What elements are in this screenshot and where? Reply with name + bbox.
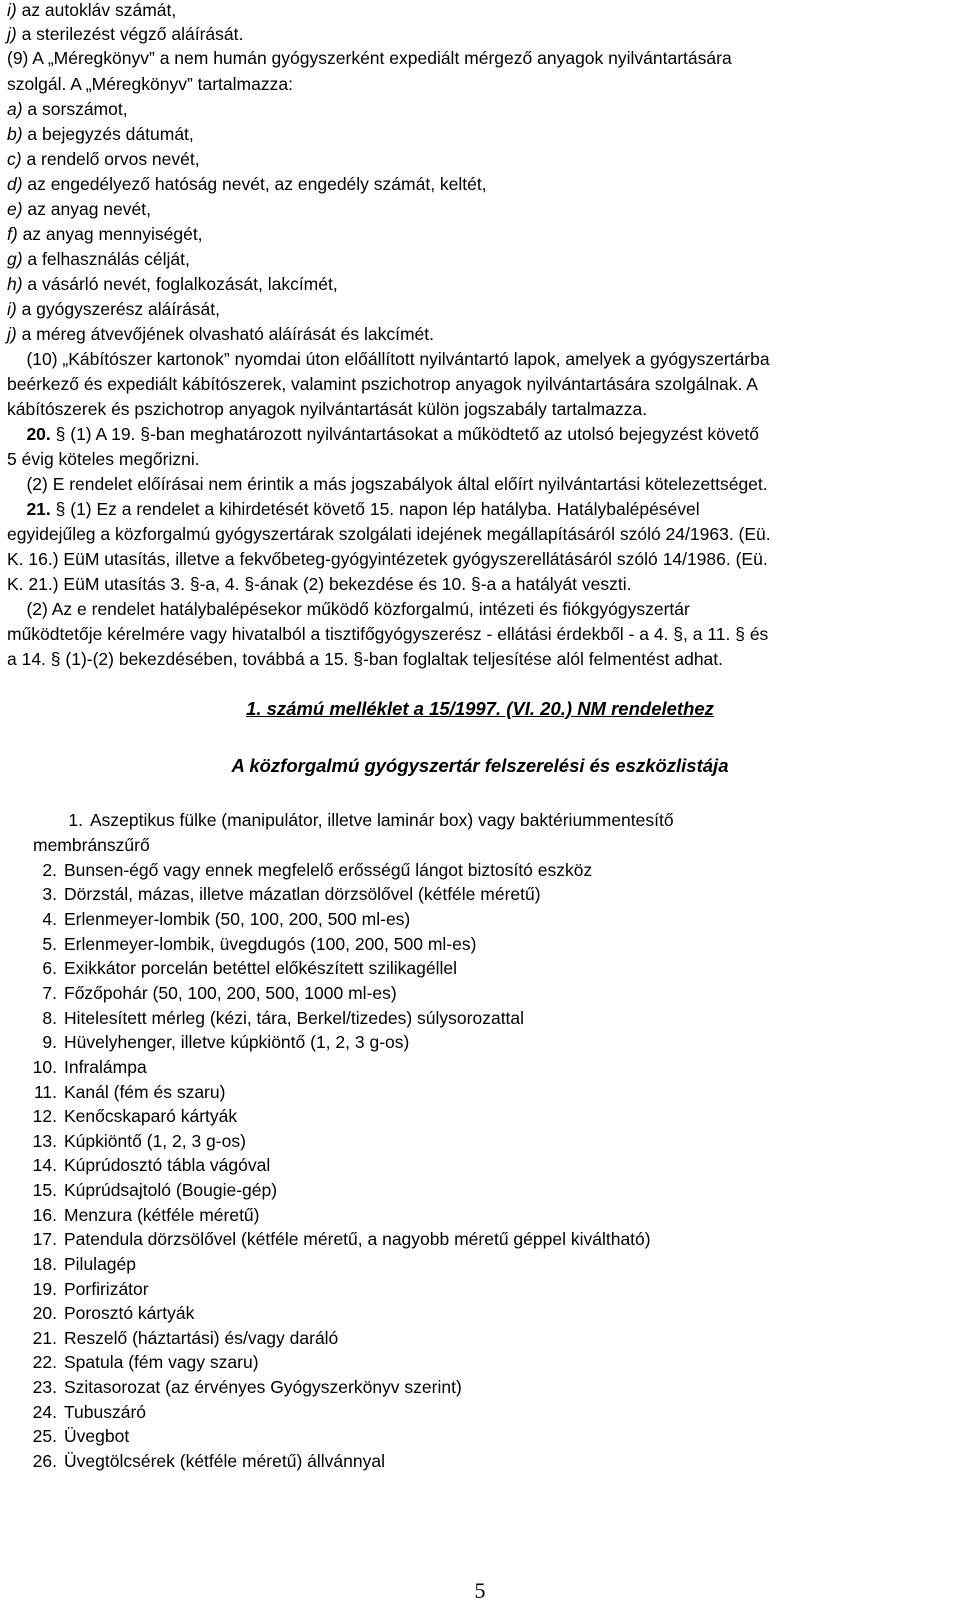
paragraph-line: (2) Az e rendelet hatálybalépésekor működő közforgalmú, intézeti és fiókgyógyszertár	[7, 599, 690, 619]
text-line: f) az anyag mennyiségét,	[7, 224, 203, 244]
list-item-number: 2.	[42, 860, 57, 880]
list-item-number: 18.	[32, 1254, 57, 1274]
list-item-text: Patendula dörzsölővel (kétféle méretű, a nagyobb méretű géppel kiváltható)	[64, 1229, 651, 1249]
paragraph-line: egyidejűleg a közforgalmú gyógyszertárak szolgálati idejének megállapításáról szóló 24/1963. (Eü.	[7, 524, 771, 544]
list-item-text: Erlenmeyer-lombik, üvegdugós (100, 200, 500 ml-es)	[64, 934, 477, 954]
list-item-text: Kúpkiöntő (1, 2, 3 g-os)	[64, 1131, 246, 1151]
list-item-text: Kúprúdosztó tábla vágóval	[64, 1155, 271, 1175]
list-item-text: Hitelesített mérleg (kézi, tára, Berkel/tizedes) súlysorozattal	[64, 1008, 525, 1028]
list-item-text: Erlenmeyer-lombik (50, 100, 200, 500 ml-es)	[64, 909, 411, 929]
list-item-text: Üvegtölcsérek (kétféle méretű) állvánnyal	[64, 1451, 385, 1471]
list-item-number: 26.	[32, 1451, 57, 1471]
list-item-number: 22.	[32, 1352, 57, 1372]
text-line: i) a gyógyszerész aláírását,	[7, 299, 221, 319]
paragraph-line: (2) E rendelet előírásai nem érintik a más jogszabályok által előírt nyilvántartási kötelezettséget.	[7, 474, 768, 494]
list-item-number: 14.	[32, 1155, 57, 1175]
text-line: h) a vásárló nevét, foglalkozását, lakcímét,	[7, 274, 338, 294]
text-line: d) az engedélyező hatóság nevét, az engedély számát, keltét,	[7, 174, 487, 194]
text-line: szolgál. A „Méregkönyv” tartalmazza:	[7, 74, 293, 94]
list-item-text: Kenőcskaparó kártyák	[64, 1106, 238, 1126]
page-number: 5	[474, 1578, 486, 1603]
section-20-line: 20. § (1) A 19. §-ban meghatározott nyilvántartásokat a működtető az utolsó bejegyzést követő	[26, 424, 759, 444]
list-item-number: 6.	[42, 958, 57, 978]
list-item-text: Üvegbot	[64, 1426, 130, 1446]
text-line: c) a rendelő orvos nevét,	[7, 149, 200, 169]
text-line: j) a méreg átvevőjének olvasható aláírását és lakcímét.	[7, 324, 435, 344]
text-line: g) a felhasználás célját,	[7, 249, 190, 269]
list-item-text: Reszelő (háztartási) és/vagy daráló	[64, 1328, 339, 1348]
paragraph-line: működtetője kérelmére vagy hivatalból a tisztifőgyógyszerész - ellátási érdekből - a 4. §, a 11. § és	[7, 624, 769, 644]
list-item-number: 5.	[42, 934, 57, 954]
list-item-number: 25.	[32, 1426, 57, 1446]
list-title: A közforgalmú gyógyszertár felszerelési és eszközlistája	[231, 755, 729, 776]
paragraph-line: beérkező és expediált kábítószerek, valamint pszichotrop anyagok nyilvántartására szolgálnak. A	[7, 374, 758, 394]
text-line: a) a sorszámot,	[7, 99, 128, 119]
list-item-text: Kúprúdsajtoló (Bougie-gép)	[64, 1180, 278, 1200]
list-item-text: Porfirizátor	[64, 1279, 149, 1299]
list-item-number: 4.	[42, 909, 57, 929]
list-item-text: Spatula (fém vagy szaru)	[64, 1352, 259, 1372]
text-line: j) a sterilezést végző aláírását.	[7, 24, 244, 44]
list-item-text: Főzőpohár (50, 100, 200, 500, 1000 ml-es)	[64, 983, 397, 1003]
list-item-number: 1.	[68, 810, 83, 830]
list-item-text: Szitasorozat (az érvényes Gyógyszerkönyv szerint)	[64, 1377, 462, 1397]
annex-title: 1. számú melléklet a 15/1997. (VI. 20.) NM rendelethez	[246, 698, 714, 719]
list-item-number: 8.	[42, 1008, 57, 1028]
paragraph-line: 5 évig köteles megőrizni.	[7, 449, 200, 469]
list-item-number: 9.	[42, 1032, 57, 1052]
paragraph-line: K. 21.) EüM utasítás 3. §-a, 4. §-ának (2) bekezdése és 10. §-a a hatályát veszti.	[7, 574, 632, 594]
list-item-number: 15.	[32, 1180, 57, 1200]
list-item-text: Hüvelyhenger, illetve kúpkiöntő (1, 2, 3 g-os)	[64, 1032, 410, 1052]
section-21-line: 21. § (1) Ez a rendelet a kihirdetését követő 15. napon lép hatályba. Hatálybalépésével	[26, 499, 700, 519]
text-line: e) az anyag nevét,	[7, 199, 151, 219]
list-item-number: 20.	[32, 1303, 57, 1323]
list-item-number: 7.	[42, 983, 57, 1003]
list-item-number: 10.	[32, 1057, 57, 1077]
list-item-text: Aszeptikus fülke (manipulátor, illetve laminár box) vagy baktériummentesítő	[90, 810, 674, 830]
list-item-text: Bunsen-égő vagy ennek megfelelő erősségű lángot biztosító eszköz	[64, 860, 593, 880]
list-item-text: Exikkátor porcelán betéttel előkészített szilikagéllel	[64, 958, 457, 978]
paragraph-line: kábítószerek és pszichotrop anyagok nyilvántartását külön jogszabály tartalmazza.	[7, 399, 648, 419]
list-item-text: Infralámpa	[64, 1057, 147, 1077]
list-item-text: Dörzstál, mázas, illetve mázatlan dörzsölővel (kétféle méretű)	[64, 884, 541, 904]
paragraph-line: (10) „Kábítószer kartonok” nyomdai úton előállított nyilvántartó lapok, amelyek a gyógyszertárba	[7, 349, 770, 369]
paragraph-line: K. 16.) EüM utasítás, illetve a fekvőbeteg-gyógyintézetek gyógyszerellátásáról szóló 14/1986. (Eü.	[7, 549, 768, 569]
list-item-text: Kanál (fém és szaru)	[64, 1082, 226, 1102]
list-item-number: 23.	[32, 1377, 57, 1397]
list-item-number: 11.	[33, 1082, 57, 1102]
list-item-text: Tubuszáró	[64, 1402, 147, 1422]
list-item-number: 17.	[32, 1229, 57, 1249]
list-item-number: 13.	[32, 1131, 57, 1151]
list-item-number: 3.	[42, 884, 57, 904]
list-item-number: 21.	[32, 1328, 57, 1348]
paragraph-line: a 14. § (1)-(2) bekezdésében, továbbá a 15. §-ban foglaltak teljesítése alól felmentést adhat.	[7, 649, 724, 669]
text-line: b) a bejegyzés dátumát,	[7, 124, 194, 144]
text-line: (9) A „Méregkönyv” a nem humán gyógyszerként expediált mérgező anyagok nyilvántartására	[7, 48, 732, 68]
list-item-number: 16.	[32, 1205, 57, 1225]
text-line: i) az autokláv számát,	[7, 0, 177, 20]
list-item-text: Porosztó kártyák	[64, 1303, 195, 1323]
list-item-text: Pilulagép	[64, 1254, 136, 1274]
list-item-number: 24.	[32, 1402, 57, 1422]
list-item-number: 12.	[32, 1106, 57, 1126]
list-item-text: membránszűrő	[33, 835, 150, 855]
list-item-text: Menzura (kétféle méretű)	[64, 1205, 260, 1225]
list-item-number: 19.	[32, 1279, 57, 1299]
